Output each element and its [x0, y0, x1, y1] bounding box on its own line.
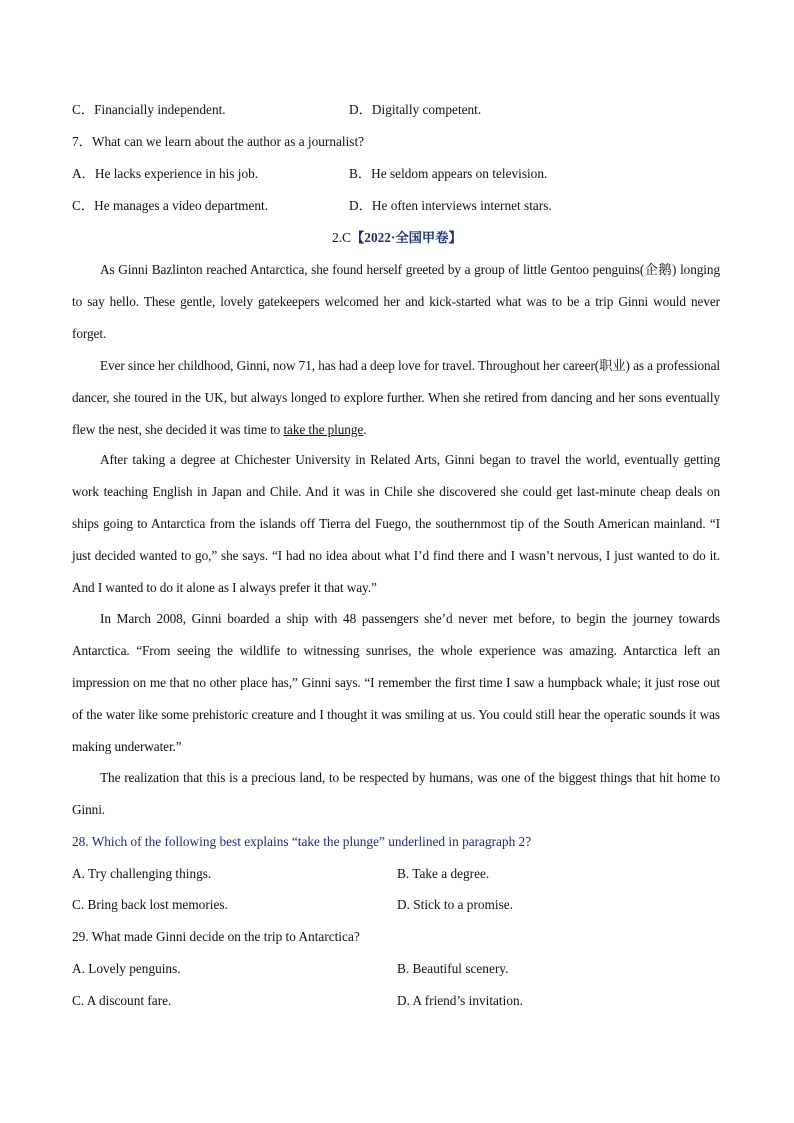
paragraph-5: The realization that this is a precious land, to be respected by humans, was one of the biggest things that hit home to Ginni.: [72, 770, 720, 817]
q28-options-row-2: [72, 895, 513, 915]
prev-question-options-row: [72, 100, 482, 120]
q7-options-row-2: [72, 196, 552, 216]
q29-option-d: D. A friend’s invitation.: [397, 993, 523, 1008]
paragraph-4: In March 2008, Ginni boarded a ship with 48 passengers she’d never met before, to begin the journey towards Antarctica. “From seeing the wildlife to witnessing sunrises, the whole experience was amazing. Antarctica left an impression on me that no other place has,” Ginni says. “I remember the first time I saw a humpback whale; it just rose out of the water like some prehistoric creature and I thought it was smiling at us. You could still hear the operatic sounds it was making underwater.”: [72, 611, 720, 754]
q29-options-row-2: [72, 991, 523, 1011]
q7-option-d: D．He often interviews internet stars.: [349, 198, 552, 213]
passage-heading: [0, 228, 794, 248]
q29-options-row-1: [72, 959, 509, 979]
prev-option-c: C．Financially independent.: [72, 102, 226, 117]
q7-option-b: B．He seldom appears on television.: [349, 166, 548, 181]
q7-option-a: A．He lacks experience in his job.: [72, 166, 259, 181]
q28-option-b: B. Take a degree.: [397, 866, 490, 881]
passage-heading-source: 【2022·全国甲卷】: [351, 230, 462, 245]
paragraph-2-text: Ever since her childhood, Ginni, now 71, has had a deep love for travel. Throughout her career(职业) as a professional dancer, she toured in the UK, but always longed to explore further. When she retired from dancing and her sons eventually flew the nest, she decided it was time to: [72, 358, 720, 437]
prev-option-d: D．Digitally competent.: [349, 102, 482, 117]
q29-option-c: C. A discount fare.: [72, 993, 172, 1008]
q29-option-b: B. Beautiful scenery.: [397, 961, 509, 976]
q28-option-d: D. Stick to a promise.: [397, 897, 513, 912]
q28-option-a: A. Try challenging things.: [72, 866, 212, 881]
q29-question: 29. What made Ginni decide on the trip to Antarctica?: [72, 929, 360, 944]
q7-options-row-1: [72, 164, 548, 184]
paragraph-1: As Ginni Bazlinton reached Antarctica, she found herself greeted by a group of little Gentoo penguins(企鹅) longing to say hello. These gentle, lovely gatekeepers welcomed her and kick-started what was to be a trip Ginni would never forget.: [72, 262, 720, 341]
q7-question: 7．What can we learn about the author as a journalist?: [72, 134, 365, 149]
q28-options-row-1: [72, 864, 490, 884]
paragraph-3: After taking a degree at Chichester University in Related Arts, Ginni began to travel the world, eventually getting work teaching English in Japan and Chile. And it was in Chile she discovered she could get last-minute cheap deals on ships going to Antarctica from the islands off Tierra del Fuego, the southernmost tip of the South American mainland. “I just decided wanted to go,” she says. “I had no idea about what I’d find there and I wasn’t nervous, I just wanted to do it. And I wanted to do it alone as I always prefer it that way.”: [72, 452, 720, 595]
underlined-phrase: take the plunge: [283, 422, 364, 437]
paragraph-2: [72, 350, 720, 446]
q7-option-c: C．He manages a video department.: [72, 198, 269, 213]
passage-heading-number: 2.C: [332, 230, 352, 245]
q28-option-c: C. Bring back lost memories.: [72, 897, 228, 912]
q28-question: 28. Which of the following best explains “take the plunge” underlined in paragraph 2?: [72, 834, 532, 849]
paragraph-2-end: .: [363, 422, 367, 437]
q29-option-a: A. Lovely penguins.: [72, 961, 181, 976]
